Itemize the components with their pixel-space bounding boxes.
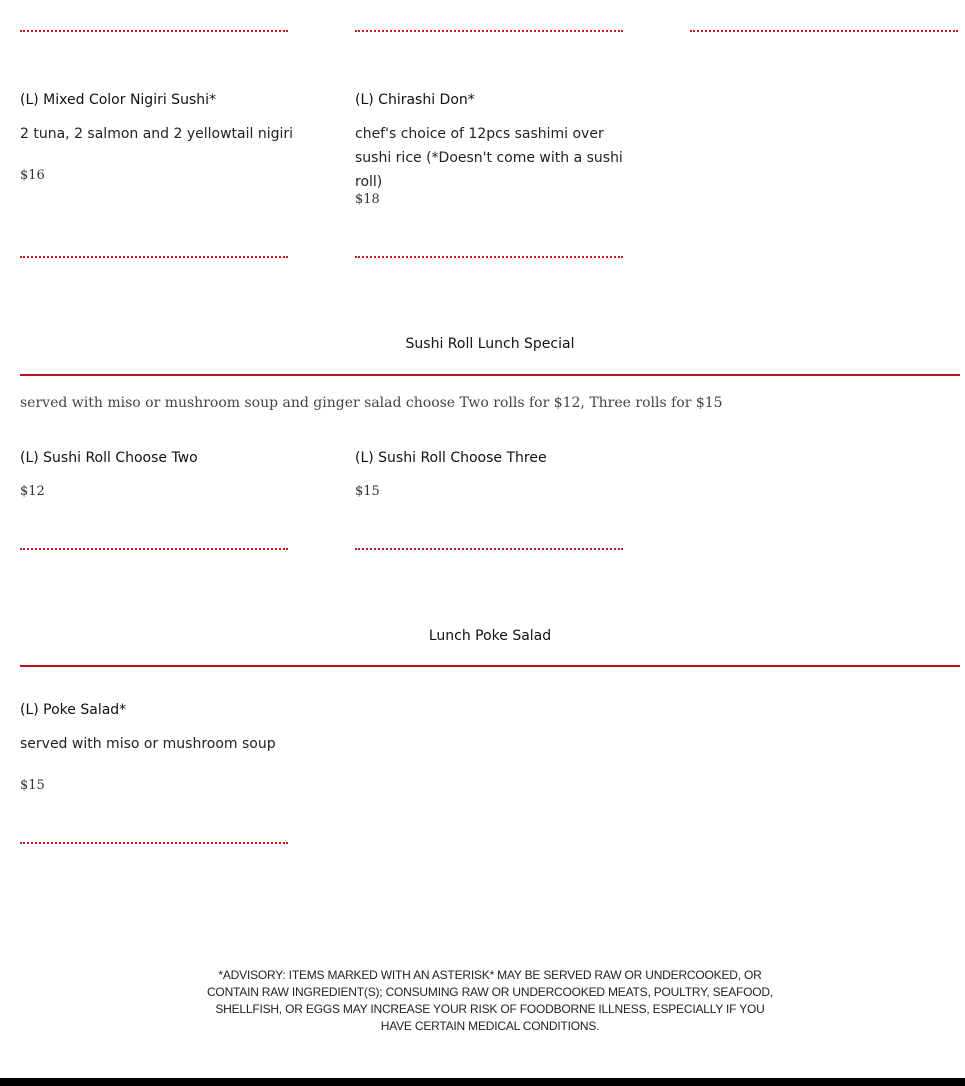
menu-item-price: $12 <box>20 484 45 499</box>
section-title-sushi-roll: Sushi Roll Lunch Special <box>405 336 575 352</box>
section-title-poke-salad: Lunch Poke Salad <box>428 628 552 644</box>
item-divider <box>355 30 623 32</box>
item-divider <box>355 548 623 550</box>
item-divider <box>355 256 623 258</box>
section-description: served with miso or mushroom soup and ginger salad choose Two rolls for $12, Three rolls for $15 <box>20 395 723 411</box>
menu-item-description: 2 tuna, 2 salmon and 2 yellowtail nigiri <box>20 126 294 142</box>
footer-bar <box>0 1078 965 1086</box>
section-divider <box>20 374 960 376</box>
advisory-notice: *ADVISORY: ITEMS MARKED WITH AN ASTERISK* MAY BE SERVED RAW OR UNDERCOOKED, OR CONTAIN RAW INGREDIENT(S); CONSUMING RAW OR UNDERCOOKED MEATS, POULTRY, SEAFOOD, SHELLFISH, OR EGGS MAY INCREASE YOUR RISK OF FOODBORNE ILLNESS, ESPECIALLY IF YOU HAVE CERTAIN MEDICAL CONDITIONS. <box>206 968 774 1033</box>
menu-item-price: $15 <box>355 484 380 499</box>
menu-item-price: $18 <box>355 192 380 207</box>
menu-item-name: (L) Sushi Roll Choose Three <box>355 450 547 466</box>
menu-item-name: (L) Sushi Roll Choose Two <box>20 450 198 466</box>
item-divider <box>20 30 288 32</box>
menu-item-price: $16 <box>20 168 45 183</box>
menu-item-price: $15 <box>20 778 45 793</box>
menu-item-description: served with miso or mushroom soup <box>20 736 276 752</box>
item-divider <box>20 548 288 550</box>
item-divider <box>20 256 288 258</box>
item-divider <box>690 30 958 32</box>
item-divider <box>20 842 288 844</box>
menu-item-name: (L) Mixed Color Nigiri Sushi* <box>20 92 216 108</box>
section-divider <box>20 665 960 667</box>
menu-item-name: (L) Poke Salad* <box>20 702 127 718</box>
menu-item-name: (L) Chirashi Don* <box>355 92 475 108</box>
menu-item-description: chef's choice of 12pcs sashimi over sushi rice (*Doesn't come with a sushi roll) <box>355 126 623 190</box>
